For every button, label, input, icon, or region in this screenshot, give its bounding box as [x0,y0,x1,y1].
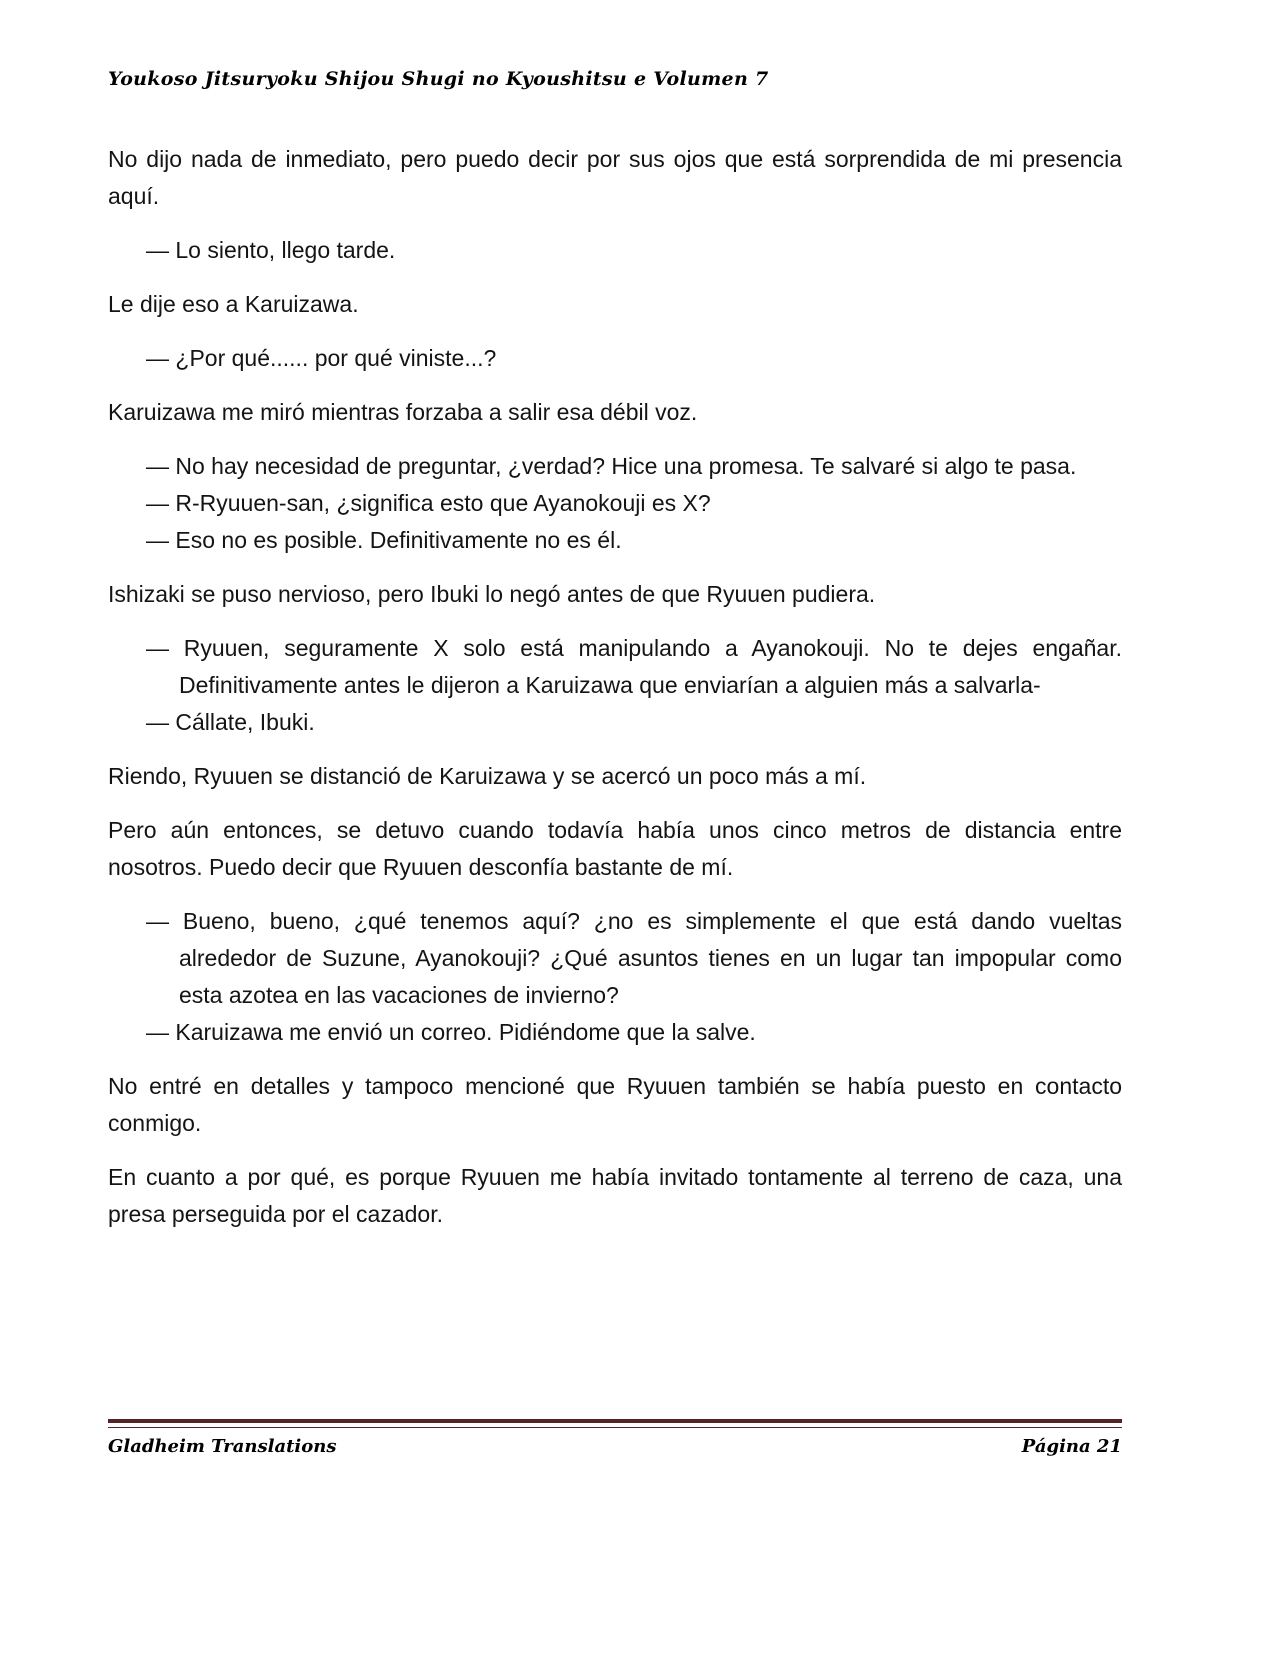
dialogue-line: — Bueno, bueno, ¿qué tenemos aquí? ¿no es simplemente el que está dando vueltas alrededor de Suzune, Ayanokouji? ¿Qué asuntos tienes en un lugar tan impopular como esta azotea en las vacaciones de invierno? [146,908,1122,1008]
document-body [108,141,1122,1250]
paragraph: Karuizawa me miró mientras forzaba a salir esa débil voz. [108,399,698,425]
dialogue-line: — Karuizawa me envió un correo. Pidiéndome que la salve. [146,1019,756,1045]
dialogue-line: — ¿Por qué...... por qué viniste...? [146,345,497,371]
header-title: Youkoso Jitsuryoku Shijou Shugi no Kyoushitsu e Volumen 7 [108,68,769,90]
dialogue-block [108,630,1122,741]
footer-translator-credit: Gladheim Translations [108,1436,337,1457]
paragraph: No dijo nada de inmediato, pero puedo decir por sus ojos que está sorprendida de mi presencia aquí. [108,146,1122,209]
dialogue-line: — Cállate, Ibuki. [146,709,315,735]
dialogue-block [108,340,1122,377]
dialogue-line: — Lo siento, llego tarde. [146,237,396,263]
dialogue-line: — Ryuuen, seguramente X solo está manipulando a Ayanokouji. No te dejes engañar. Definitivamente antes le dijeron a Karuizawa que enviarían a alguien más a salvarla- [146,635,1122,698]
paragraph: Pero aún entonces, se detuvo cuando todavía había unos cinco metros de distancia entre nosotros. Puedo decir que Ryuuen desconfía bastante de mí. [108,817,1122,880]
dialogue-block [108,903,1122,1051]
page-footer [108,1419,1122,1457]
paragraph: Ishizaki se puso nervioso, pero Ibuki lo negó antes de que Ryuuen pudiera. [108,581,876,607]
dialogue-line: — Eso no es posible. Definitivamente no es él. [146,527,622,553]
page-header [108,68,1122,90]
paragraph: Riendo, Ryuuen se distanció de Karuizawa y se acercó un poco más a mí. [108,763,867,789]
paragraph: Le dije eso a Karuizawa. [108,291,359,317]
paragraph: En cuanto a por qué, es porque Ryuuen me había invitado tontamente al terreno de caza, una presa perseguida por el cazador. [108,1164,1122,1227]
dialogue-line: — R-Ryuuen-san, ¿significa esto que Ayanokouji es X? [146,490,711,516]
dialogue-block [108,232,1122,269]
footer-row [108,1436,1122,1457]
dialogue-block [108,448,1122,559]
dialogue-line: — No hay necesidad de preguntar, ¿verdad? Hice una promesa. Te salvaré si algo te pasa. [146,453,1077,479]
footer-page-number: Página 21 [1021,1436,1122,1457]
paragraph: No entré en detalles y tampoco mencioné que Ryuuen también se había puesto en contacto conmigo. [108,1073,1122,1136]
footer-divider [108,1419,1122,1428]
